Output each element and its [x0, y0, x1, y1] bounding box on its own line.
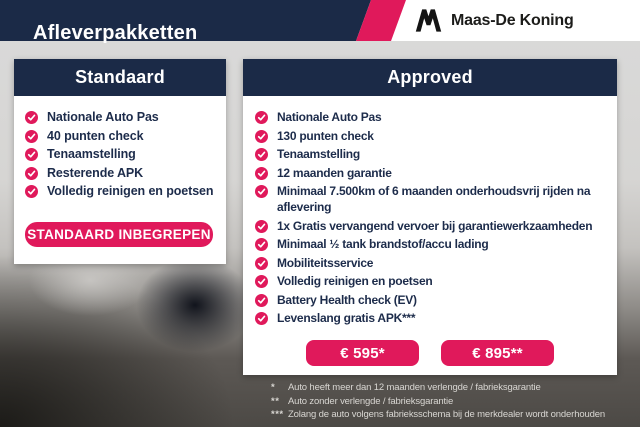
check-circle-icon	[25, 111, 38, 124]
standaard-checklist	[14, 96, 226, 199]
brand-name: Maas-De Koning	[451, 11, 574, 29]
card-standaard-header	[14, 59, 226, 96]
checklist-item-label: Tenaamstelling	[47, 147, 136, 161]
checklist-item-label: 1x Gratis vervangend vervoer bij garantiewerkzaamheden	[277, 218, 593, 233]
check-circle-icon	[255, 257, 268, 270]
approved-checklist	[243, 96, 617, 326]
check-circle-icon	[255, 275, 268, 288]
checklist-item	[255, 165, 609, 181]
check-circle-icon	[25, 148, 38, 161]
check-circle-icon	[255, 220, 268, 233]
checklist-item	[255, 292, 609, 308]
footnote-text: Auto zonder verlengde / fabrieksgarantie	[288, 395, 454, 407]
card-approved-header	[243, 59, 617, 96]
checklist-item	[25, 109, 218, 125]
checklist-item	[255, 255, 609, 271]
footnote-text: Zolang de auto volgens fabrieksschema bij de merkdealer wordt onderhouden	[288, 409, 605, 420]
price-row	[243, 340, 617, 366]
checklist-item-label: 12 maanden garantie	[277, 165, 392, 180]
checklist-item-label: 130 punten check	[277, 128, 374, 143]
check-circle-icon	[255, 167, 268, 180]
checklist-item-label: Battery Health check (EV)	[277, 292, 417, 307]
footnote-row	[271, 382, 631, 394]
check-circle-icon	[255, 312, 268, 325]
footnote-row	[271, 396, 631, 408]
checklist-item	[255, 146, 609, 162]
check-circle-icon	[255, 148, 268, 161]
footnote-text: Auto heeft meer dan 12 maanden verlengde / fabrieksgarantie	[288, 382, 541, 393]
footnote-marker: **	[271, 395, 280, 407]
check-circle-icon	[25, 130, 38, 143]
checklist-item-label: Mobiliteitsservice	[277, 255, 374, 270]
check-circle-icon	[255, 294, 268, 307]
checklist-item	[255, 183, 609, 215]
checklist-item-label: Volledig reinigen en poetsen	[277, 274, 433, 288]
checklist-item	[255, 109, 609, 125]
maas-de-koning-m-icon	[415, 8, 442, 33]
card-standaard-title: Standaard	[75, 67, 165, 87]
brand-lockup	[415, 0, 640, 41]
check-circle-icon	[25, 185, 38, 198]
checklist-item	[255, 273, 609, 289]
checklist-item	[255, 236, 609, 252]
checklist-item	[25, 165, 218, 181]
card-approved-title: Approved	[387, 67, 473, 87]
top-bar	[0, 0, 640, 45]
price-895-button[interactable]: € 895**	[441, 340, 554, 366]
checklist-item-label: Nationale Auto Pas	[277, 110, 382, 124]
footnote-row	[271, 409, 631, 421]
standaard-inbegrepen-button[interactable]: STANDAARD INBEGREPEN	[25, 222, 213, 247]
page-title: Afleverpakketten	[33, 22, 198, 45]
check-circle-icon	[255, 185, 268, 198]
footnotes	[271, 382, 631, 423]
checklist-item-label: Minimaal ½ tank brandstof/accu lading	[277, 237, 489, 251]
checklist-item-label: Nationale Auto Pas	[47, 110, 159, 124]
footnote-marker: *	[271, 382, 276, 393]
checklist-item	[255, 218, 609, 234]
checklist-item	[25, 183, 218, 199]
checklist-item-label: Resterende APK	[47, 165, 144, 180]
checklist-item-label: Levenslang gratis APK***	[277, 311, 416, 325]
check-circle-icon	[25, 167, 38, 180]
check-circle-icon	[255, 130, 268, 143]
checklist-item-label: 40 punten check	[47, 128, 144, 143]
card-approved	[243, 59, 617, 375]
checklist-item	[25, 128, 218, 144]
checklist-item-label: Volledig reinigen en poetsen	[47, 184, 214, 198]
check-circle-icon	[255, 111, 268, 124]
price-595-button[interactable]: € 595*	[306, 340, 419, 366]
checklist-item	[255, 128, 609, 144]
checklist-item	[25, 146, 218, 162]
checklist-item-label: Minimaal 7.500km of 6 maanden onderhoudsvrij rijden na aflevering	[277, 184, 591, 214]
check-circle-icon	[255, 238, 268, 251]
card-standaard	[14, 59, 226, 264]
checklist-item-label: Tenaamstelling	[277, 147, 360, 161]
footnote-marker: ***	[271, 409, 284, 420]
checklist-item	[255, 310, 609, 326]
